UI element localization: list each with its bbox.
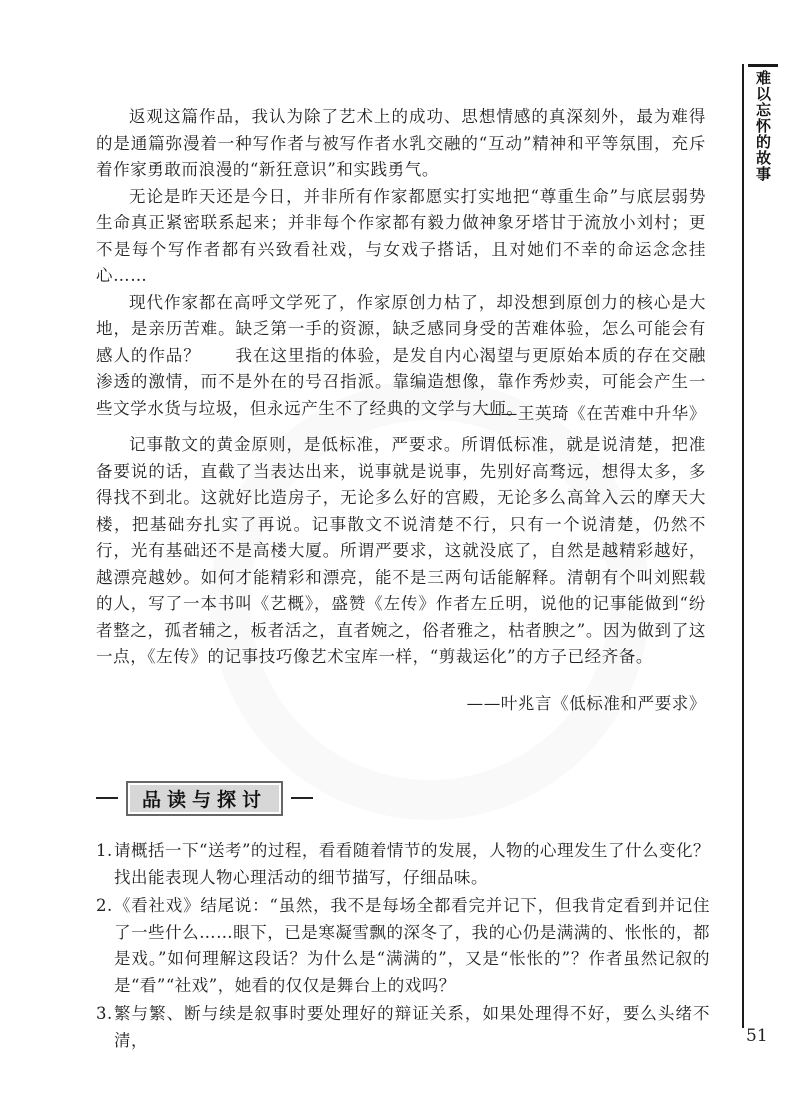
quote-1-paragraph: 现代作家都在高呼文学死了，作家原创力枯了，却没想到原创力的核心是大地，是亲历苦难。缺乏第一手的资源，缺乏感同身受的苦难体验，怎么可能会有感人的作品？ 我在这里指的体验，是发自内心渴望与更原始本质的存在交融渗透的激情，而不是外在的号召指派。靠编造想像，靠作秀炒卖，可能会产生一些文学水货与垃圾，但永远产生不了经典的文学与大师。 <box>96 292 706 418</box>
question-number: 3. <box>96 1004 113 1023</box>
question-text: 《看社戏》结尾说：“虽然，我不是每场全都看完并记下，但我肯定看到并记住了一些什么……眼下，已是寒凝雪飘的深冬了，我的心仍是满满的、怅怅的，都是戏。”如何理解这段话？为什么是“满满的”，又是“怅怅的”？作者虽然记叙的是“看”“社戏”，她看的仅仅是舞台上的戏吗？ <box>114 896 710 995</box>
section-dash-left <box>96 797 118 799</box>
section-heading <box>96 778 313 818</box>
chapter-title: 难以忘怀的故事 <box>754 70 772 182</box>
sidebar-top-bar <box>748 64 778 67</box>
section-dash-right <box>291 797 313 799</box>
quote-1-attribution: ——王英琦《在苦难中升华》 <box>483 404 706 423</box>
sidebar-rule <box>742 64 744 1028</box>
quote-2-attribution: ——叶兆言《低标准和严要求》 <box>466 694 706 713</box>
question-item <box>96 838 710 891</box>
question-list <box>96 838 710 1056</box>
quote-block-1 <box>96 104 706 422</box>
quote-1-paragraph: 返观这篇作品，我认为除了艺术上的成功、思想情感的真深刻外，最为难得的是通篇弥漫着一种写作者与被写作者水乳交融的“互动”精神和平等氛围，充斥着作家勇敢而浪漫的“新狂意识”和实践勇气。 <box>96 107 706 179</box>
question-text: 请概括一下“送考”的过程，看看随着情节的发展，人物的心理发生了什么变化？找出能表现人物心理活动的细节描写，仔细品味。 <box>114 841 710 887</box>
question-item <box>96 893 710 999</box>
question-number: 1. <box>96 841 113 860</box>
question-item <box>96 1001 710 1054</box>
quote-2-paragraph: 记事散文的黄金原则，是低标准，严要求。所谓低标准，就是说清楚，把准备要说的话，直截了当表达出来，说事就是说事，先别好高骛远，想得太多，多得找不到北。这就好比造房子，无论多么好的宫殿，无论多么高耸入云的摩天大楼，把基础夯扎实了再说。记事散文不说清楚不行，只有一个说清楚，仍然不行，光有基础还不是高楼大厦。所谓严要求，这就没底了，自然是越精彩越好，越漂亮越妙。如何才能精彩和漂亮，能不是三两句话能解释。清朝有个叫刘熙载的人，写了一本书叫《艺概》，盛赞《左传》作者左丘明，说他的记事能做到“纷者整之，孤者辅之，板者活之，直者婉之，俗者雅之，枯者腴之”。因为做到了这一点，《左传》的记事技巧像艺术宝库一样，“剪裁运化”的方子已经齐备。 <box>96 435 706 666</box>
question-text: 繁与繁、断与续是叙事时要处理好的辩证关系，如果处理得不好，要么头绪不清， <box>114 1004 710 1050</box>
question-number: 2. <box>96 896 113 915</box>
quote-block-2 <box>96 432 706 671</box>
quote-1-paragraph: 无论是昨天还是今日，并非所有作家都愿实打实地把“尊重生命”与底层弱势生命真正紧密联系起来；并非每个作家都有毅力做神象牙塔甘于流放小刘村；更不是每个写作者都有兴致看社戏，与女戏子搭话，且对她们不幸的命运念念挂心…… <box>96 186 706 285</box>
page-number: 51 <box>746 1026 768 1046</box>
section-title: 品读与探讨 <box>126 781 283 816</box>
